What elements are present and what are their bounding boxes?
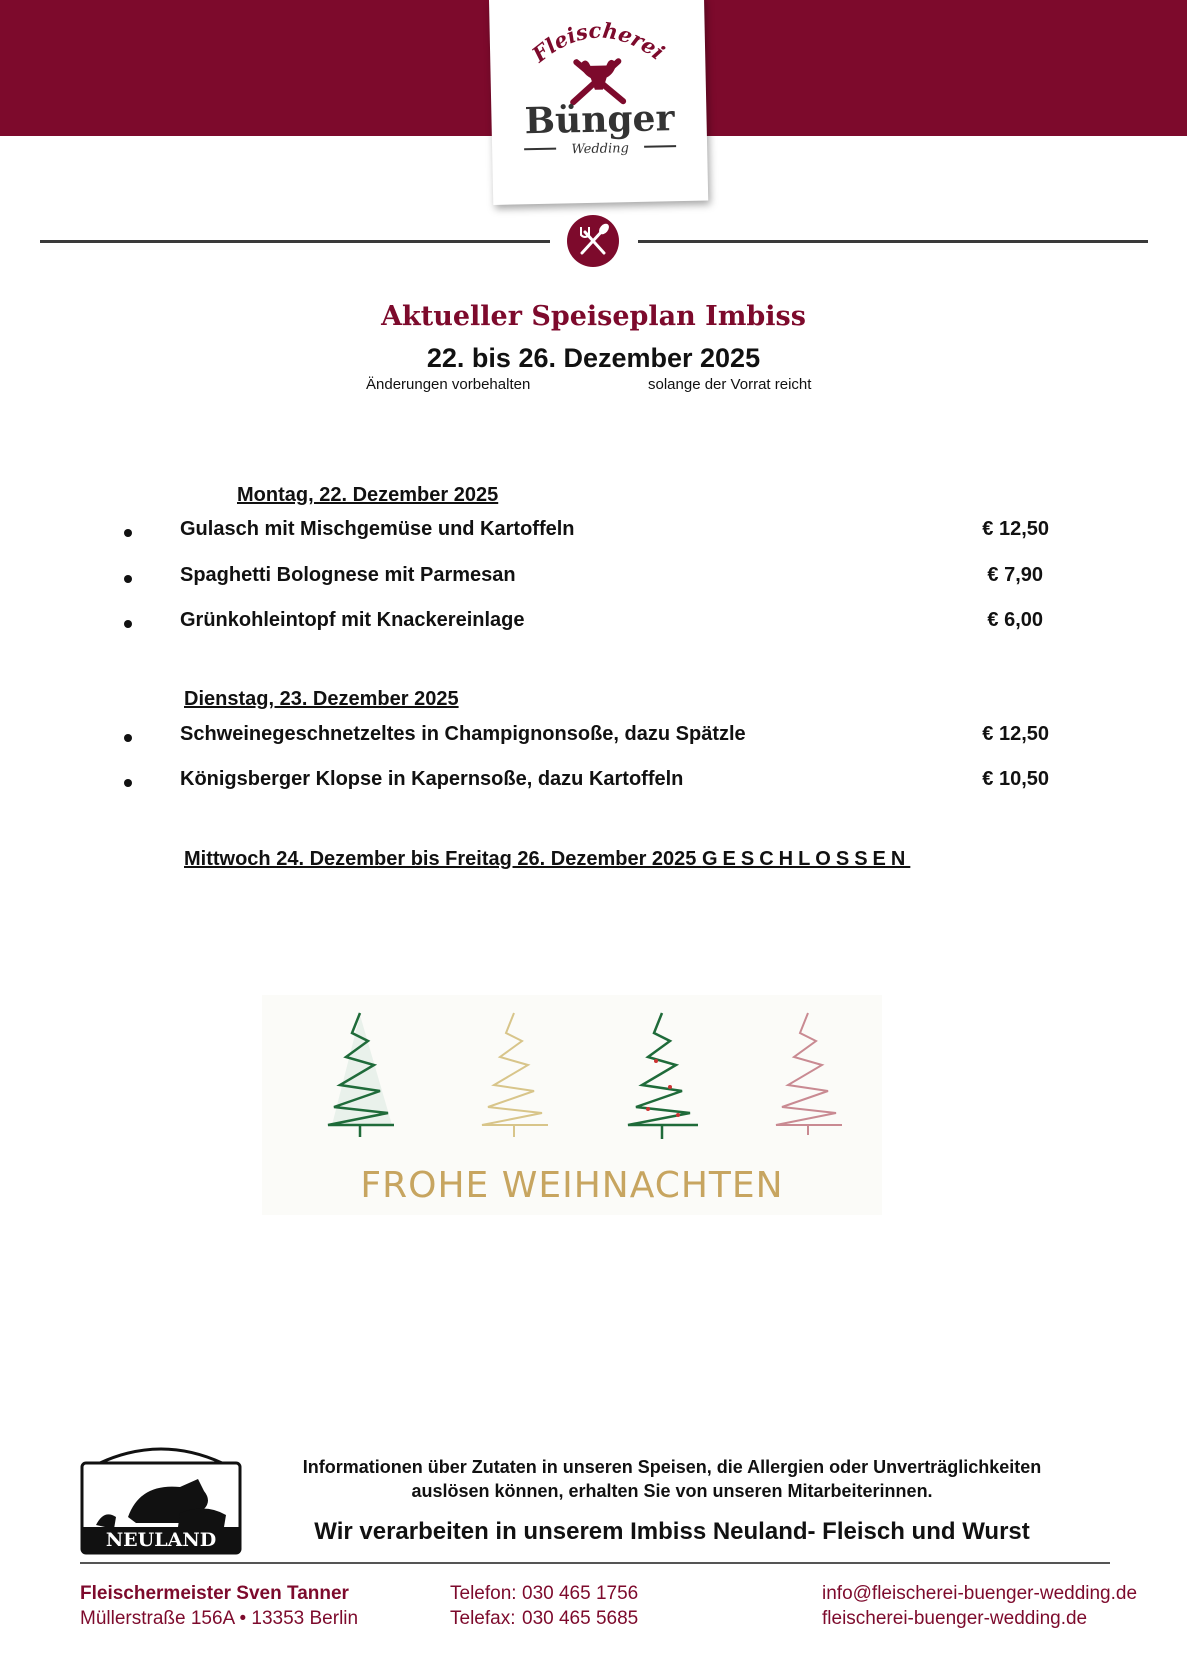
- svg-text:Fleischerei: [526, 16, 670, 68]
- dish-name: Königsberger Klopse in Kapernsoße, dazu Kartoffeln: [180, 768, 684, 790]
- neuland-statement: Wir verarbeiten in unserem Imbiss Neuland- Fleisch und Wurst: [314, 1518, 1030, 1545]
- bullet: [124, 734, 132, 742]
- email-link[interactable]: info@fleischerei-buenger-wedding.de: [822, 1583, 1138, 1604]
- menu-date-range: 22. bis 26. Dezember 2025: [426, 343, 761, 373]
- dish-price: € 12,50: [982, 518, 1049, 540]
- tree-icon: [328, 1013, 394, 1137]
- christmas-card: [262, 995, 882, 1215]
- dish-price: € 7,90: [987, 564, 1043, 586]
- tree-icon: [482, 1013, 548, 1137]
- logo-card: [489, 0, 708, 205]
- closed-word: GESCHLOSSEN: [701, 848, 911, 870]
- dish-name: Grünkohleintopf mit Knackereinlage: [180, 609, 525, 631]
- note-stock: solange der Vorrat reicht: [648, 376, 812, 393]
- menu-item: [0, 609, 1187, 635]
- tree-icon: [776, 1013, 842, 1135]
- bunger-logo: [489, 0, 708, 205]
- footer-divider: [80, 1562, 1110, 1564]
- dish-name: Schweinegeschnetzeltes in Champignonsoße, dazu Spätzle: [180, 723, 746, 745]
- christmas-trees-image: [262, 995, 882, 1160]
- bullet: [124, 620, 132, 628]
- footer-contact: [450, 1581, 638, 1631]
- day-heading-tuesday: Dienstag, 23. Dezember 2025: [184, 688, 459, 710]
- fax-number: 030 465 5685: [522, 1608, 639, 1629]
- logo-word-sub: Wedding: [571, 141, 630, 158]
- bullet: [124, 575, 132, 583]
- bull-knives-icon: [572, 60, 623, 103]
- dish-price: € 10,50: [982, 768, 1049, 790]
- footer-online: [822, 1581, 1137, 1631]
- greeting-text: FROHE WEIHNACHTEN: [360, 1165, 784, 1206]
- divider-right: [638, 240, 1148, 243]
- note-changes: Änderungen vorbehalten: [366, 376, 531, 393]
- allergen-info-line1: Informationen über Zutaten in unseren Speisen, die Allergien oder Unverträglichkeiten: [302, 1457, 1042, 1477]
- logo-word-main: Bünger: [524, 97, 675, 143]
- closed-notice: [184, 848, 910, 871]
- website-link[interactable]: fleischerei-buenger-wedding.de: [822, 1608, 1088, 1629]
- footer-street: Müllerstraße 156A • 13353 Berlin: [80, 1608, 359, 1629]
- dish-price: € 12,50: [982, 723, 1049, 745]
- cutlery-icon: [567, 215, 619, 267]
- bullet: [124, 529, 132, 537]
- closed-dates: Mittwoch 24. Dezember bis Freitag 26. Dezember 2025: [184, 848, 702, 870]
- menu-title: Aktueller Speiseplan Imbiss: [381, 301, 806, 332]
- menu-item: [0, 518, 1187, 544]
- dish-name: Gulasch mit Mischgemüse und Kartoffeln: [180, 518, 575, 540]
- bullet: [124, 779, 132, 787]
- menu-item: [0, 564, 1187, 590]
- phone-label: Telefon:: [450, 1583, 517, 1604]
- day-heading-monday: Montag, 22. Dezember 2025: [237, 484, 499, 506]
- tree-icon: [628, 1013, 698, 1139]
- dish-price: € 6,00: [987, 609, 1043, 631]
- footer-name: Fleischermeister Sven Tanner: [80, 1583, 349, 1604]
- neuland-logo-text: NEULAND: [105, 1529, 217, 1551]
- fax-label: Telefax:: [450, 1608, 516, 1629]
- divider-left: [40, 240, 550, 243]
- phone-number: 030 465 1756: [522, 1583, 639, 1604]
- logo-word-top: Fleischerei: [527, 17, 670, 68]
- allergen-info-line2: auslösen können, erhalten Sie von unseren Mitarbeiterinnen.: [411, 1481, 933, 1501]
- menu-item: [0, 768, 1187, 794]
- menu-item: [0, 723, 1187, 749]
- footer-address: [80, 1581, 358, 1631]
- neuland-logo: [80, 1443, 242, 1555]
- dish-name: Spaghetti Bolognese mit Parmesan: [180, 564, 516, 586]
